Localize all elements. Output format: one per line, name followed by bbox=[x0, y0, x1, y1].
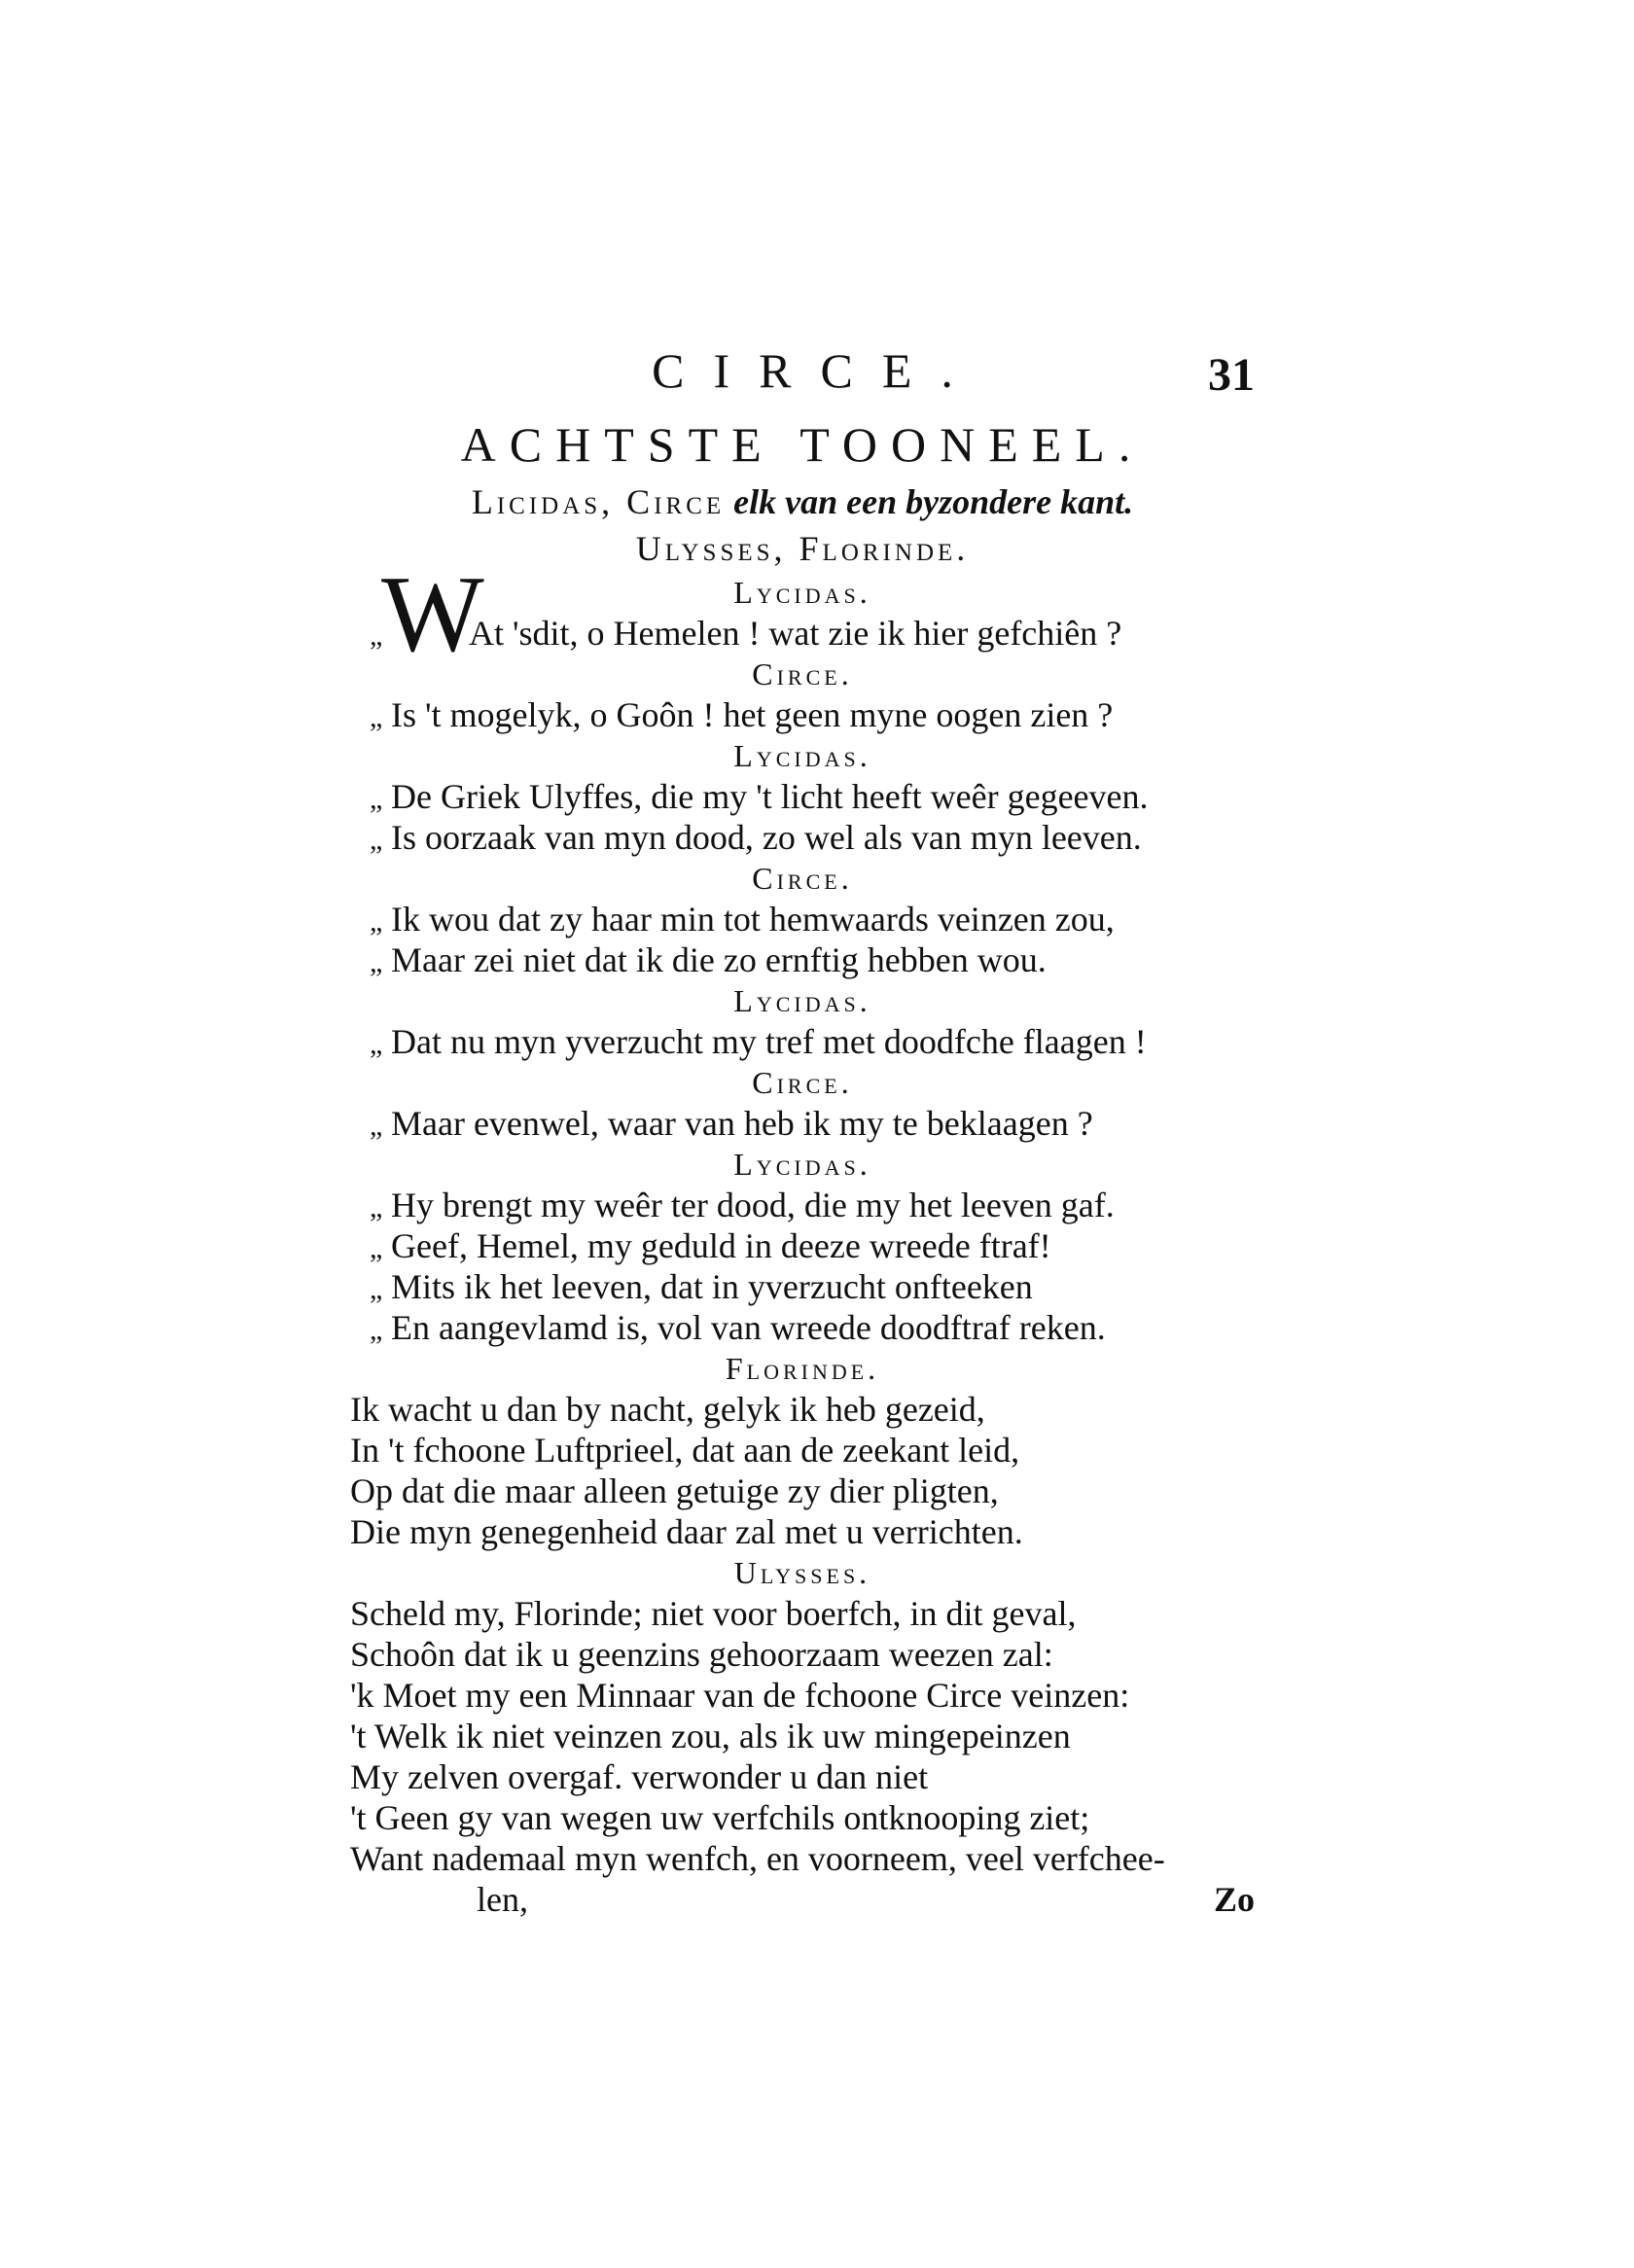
verse-text: Maar zei niet dat ik die zo ernftig hebben wou. bbox=[391, 940, 1047, 979]
verse-text: Maar evenwel, waar van heb ik my te beklaagen ? bbox=[391, 1104, 1093, 1143]
speaker-name: Ulysses. bbox=[733, 1555, 871, 1590]
verse-text: Die myn genegenheid daar zal met u verrichten. bbox=[350, 1512, 1023, 1551]
verse-line bbox=[350, 899, 1255, 939]
cast-names: Ulysses, Florinde. bbox=[635, 529, 970, 568]
verse-line bbox=[350, 1797, 1255, 1838]
verse-text: En aangevlamd is, vol van wreede doodftraf reken. bbox=[391, 1308, 1106, 1347]
dialogue bbox=[350, 554, 1255, 1879]
verse-line bbox=[350, 694, 1255, 735]
drop-cap: W bbox=[381, 554, 484, 675]
text-block bbox=[350, 342, 1255, 1920]
verse-line bbox=[350, 1471, 1255, 1511]
speaker-name: Lycidas. bbox=[733, 1147, 871, 1182]
quotation-mark: „ bbox=[370, 701, 383, 733]
verse-text: 'k Moet my een Minnaar van de fchoone Circe veinzen: bbox=[350, 1676, 1130, 1715]
catchword: Zo bbox=[1213, 1880, 1255, 1919]
quotation-mark: „ bbox=[370, 824, 383, 856]
quotation-mark: „ bbox=[370, 946, 383, 978]
verse-line bbox=[350, 1389, 1255, 1430]
verse-text: Mits ik het leeven, dat in yverzucht onfteeken bbox=[391, 1267, 1033, 1306]
verse-text: My zelven overgaf. verwonder u dan niet bbox=[350, 1757, 929, 1796]
quotation-mark: „ bbox=[370, 1314, 383, 1346]
verse-line bbox=[350, 1756, 1255, 1797]
quotation-mark: „ bbox=[370, 1191, 383, 1223]
verse-text: Op dat die maar alleen getuige zy dier pligten, bbox=[350, 1471, 999, 1510]
page-number: 31 bbox=[1208, 349, 1255, 401]
verse-line bbox=[350, 1511, 1255, 1552]
verse-text: In 't fchoone Luftprieel, dat aan de zeekant leid, bbox=[350, 1431, 1020, 1470]
speaker-name: Lycidas. bbox=[733, 575, 871, 610]
quotation-mark: „ bbox=[370, 620, 383, 652]
verse-line bbox=[350, 1430, 1255, 1471]
quotation-mark: „ bbox=[370, 905, 383, 938]
verse-line bbox=[350, 1185, 1255, 1225]
stage-direction: elk van een byzondere kant. bbox=[733, 482, 1134, 521]
verse-text: Is oorzaak van myn dood, zo wel als van myn leeven. bbox=[391, 818, 1142, 857]
verse-line bbox=[350, 1675, 1255, 1716]
quotation-mark: „ bbox=[370, 1110, 383, 1142]
verse-line bbox=[350, 1021, 1255, 1062]
verse-line bbox=[350, 1307, 1255, 1348]
verse-line bbox=[350, 776, 1255, 817]
quotation-mark: „ bbox=[370, 1028, 383, 1060]
verse-line bbox=[350, 1225, 1255, 1266]
quotation-mark: „ bbox=[370, 1232, 383, 1264]
verse-text: Schoôn dat ik u geenzins gehoorzaam weezen zal: bbox=[350, 1635, 1053, 1674]
verse-text: Geef, Hemel, my geduld in deeze wreede ftraf! bbox=[391, 1226, 1051, 1265]
speaker-name: Circe. bbox=[752, 656, 853, 691]
running-head bbox=[350, 342, 1255, 410]
verse-text: At 'sdit, o Hemelen ! wat zie ik hier gefchiên ? bbox=[469, 614, 1122, 653]
quotation-mark: „ bbox=[370, 1273, 383, 1305]
speaker-name: Lycidas. bbox=[733, 738, 871, 773]
verse-line bbox=[350, 817, 1255, 858]
verse-text: Ik wacht u dan by nacht, gelyk ik heb gezeid, bbox=[350, 1390, 985, 1429]
cast-list-line-1 bbox=[350, 478, 1255, 525]
verse-line bbox=[350, 1838, 1255, 1879]
verse-text: De Griek Ulyffes, die my 't licht heeft weêr gegeeven. bbox=[391, 777, 1149, 816]
catchline bbox=[350, 1879, 1255, 1920]
verse-line bbox=[350, 1634, 1255, 1675]
cast-list-line-2 bbox=[350, 525, 1255, 572]
verse-text: 't Geen gy van wegen uw verfchils ontknooping ziet; bbox=[350, 1798, 1090, 1837]
verse-line bbox=[350, 1103, 1255, 1144]
speaker-name: Lycidas. bbox=[733, 983, 871, 1018]
verse-text: Dat nu myn yverzucht my tref met doodfche flaagen ! bbox=[391, 1022, 1147, 1061]
verse-text: Want nademaal myn wenfch, en voorneem, veel verfchee- bbox=[350, 1839, 1165, 1878]
quotation-mark: „ bbox=[370, 783, 383, 815]
verse-text: Is 't mogelyk, o Goôn ! het geen myne oogen zien ? bbox=[391, 695, 1114, 734]
scene-title: ACHTSTE TOONEEL. bbox=[460, 417, 1145, 472]
first-verse-line bbox=[350, 613, 1255, 654]
verse-text: Hy brengt my weêr ter dood, die my het leeven gaf. bbox=[391, 1186, 1115, 1224]
verse-line bbox=[350, 1266, 1255, 1307]
verse-line bbox=[350, 1716, 1255, 1756]
verse-text: Scheld my, Florinde; niet voor boerfch, in dit geval, bbox=[350, 1594, 1077, 1633]
cast-names: Licidas, Circe bbox=[471, 482, 726, 521]
verse-line bbox=[350, 939, 1255, 980]
speaker-name: Florinde. bbox=[725, 1351, 880, 1386]
verse-text: Ik wou dat zy haar min tot hemwaards veinzen zou, bbox=[391, 900, 1115, 939]
speaker-name: Circe. bbox=[752, 861, 853, 896]
verse-text: 't Welk ik niet veinzen zou, als ik uw mingepeinzen bbox=[350, 1717, 1071, 1755]
verse-line bbox=[350, 1593, 1255, 1634]
line-continuation: len, bbox=[477, 1880, 528, 1919]
speaker-name: Circe. bbox=[752, 1065, 853, 1100]
running-title: CIRCE. bbox=[652, 343, 982, 398]
